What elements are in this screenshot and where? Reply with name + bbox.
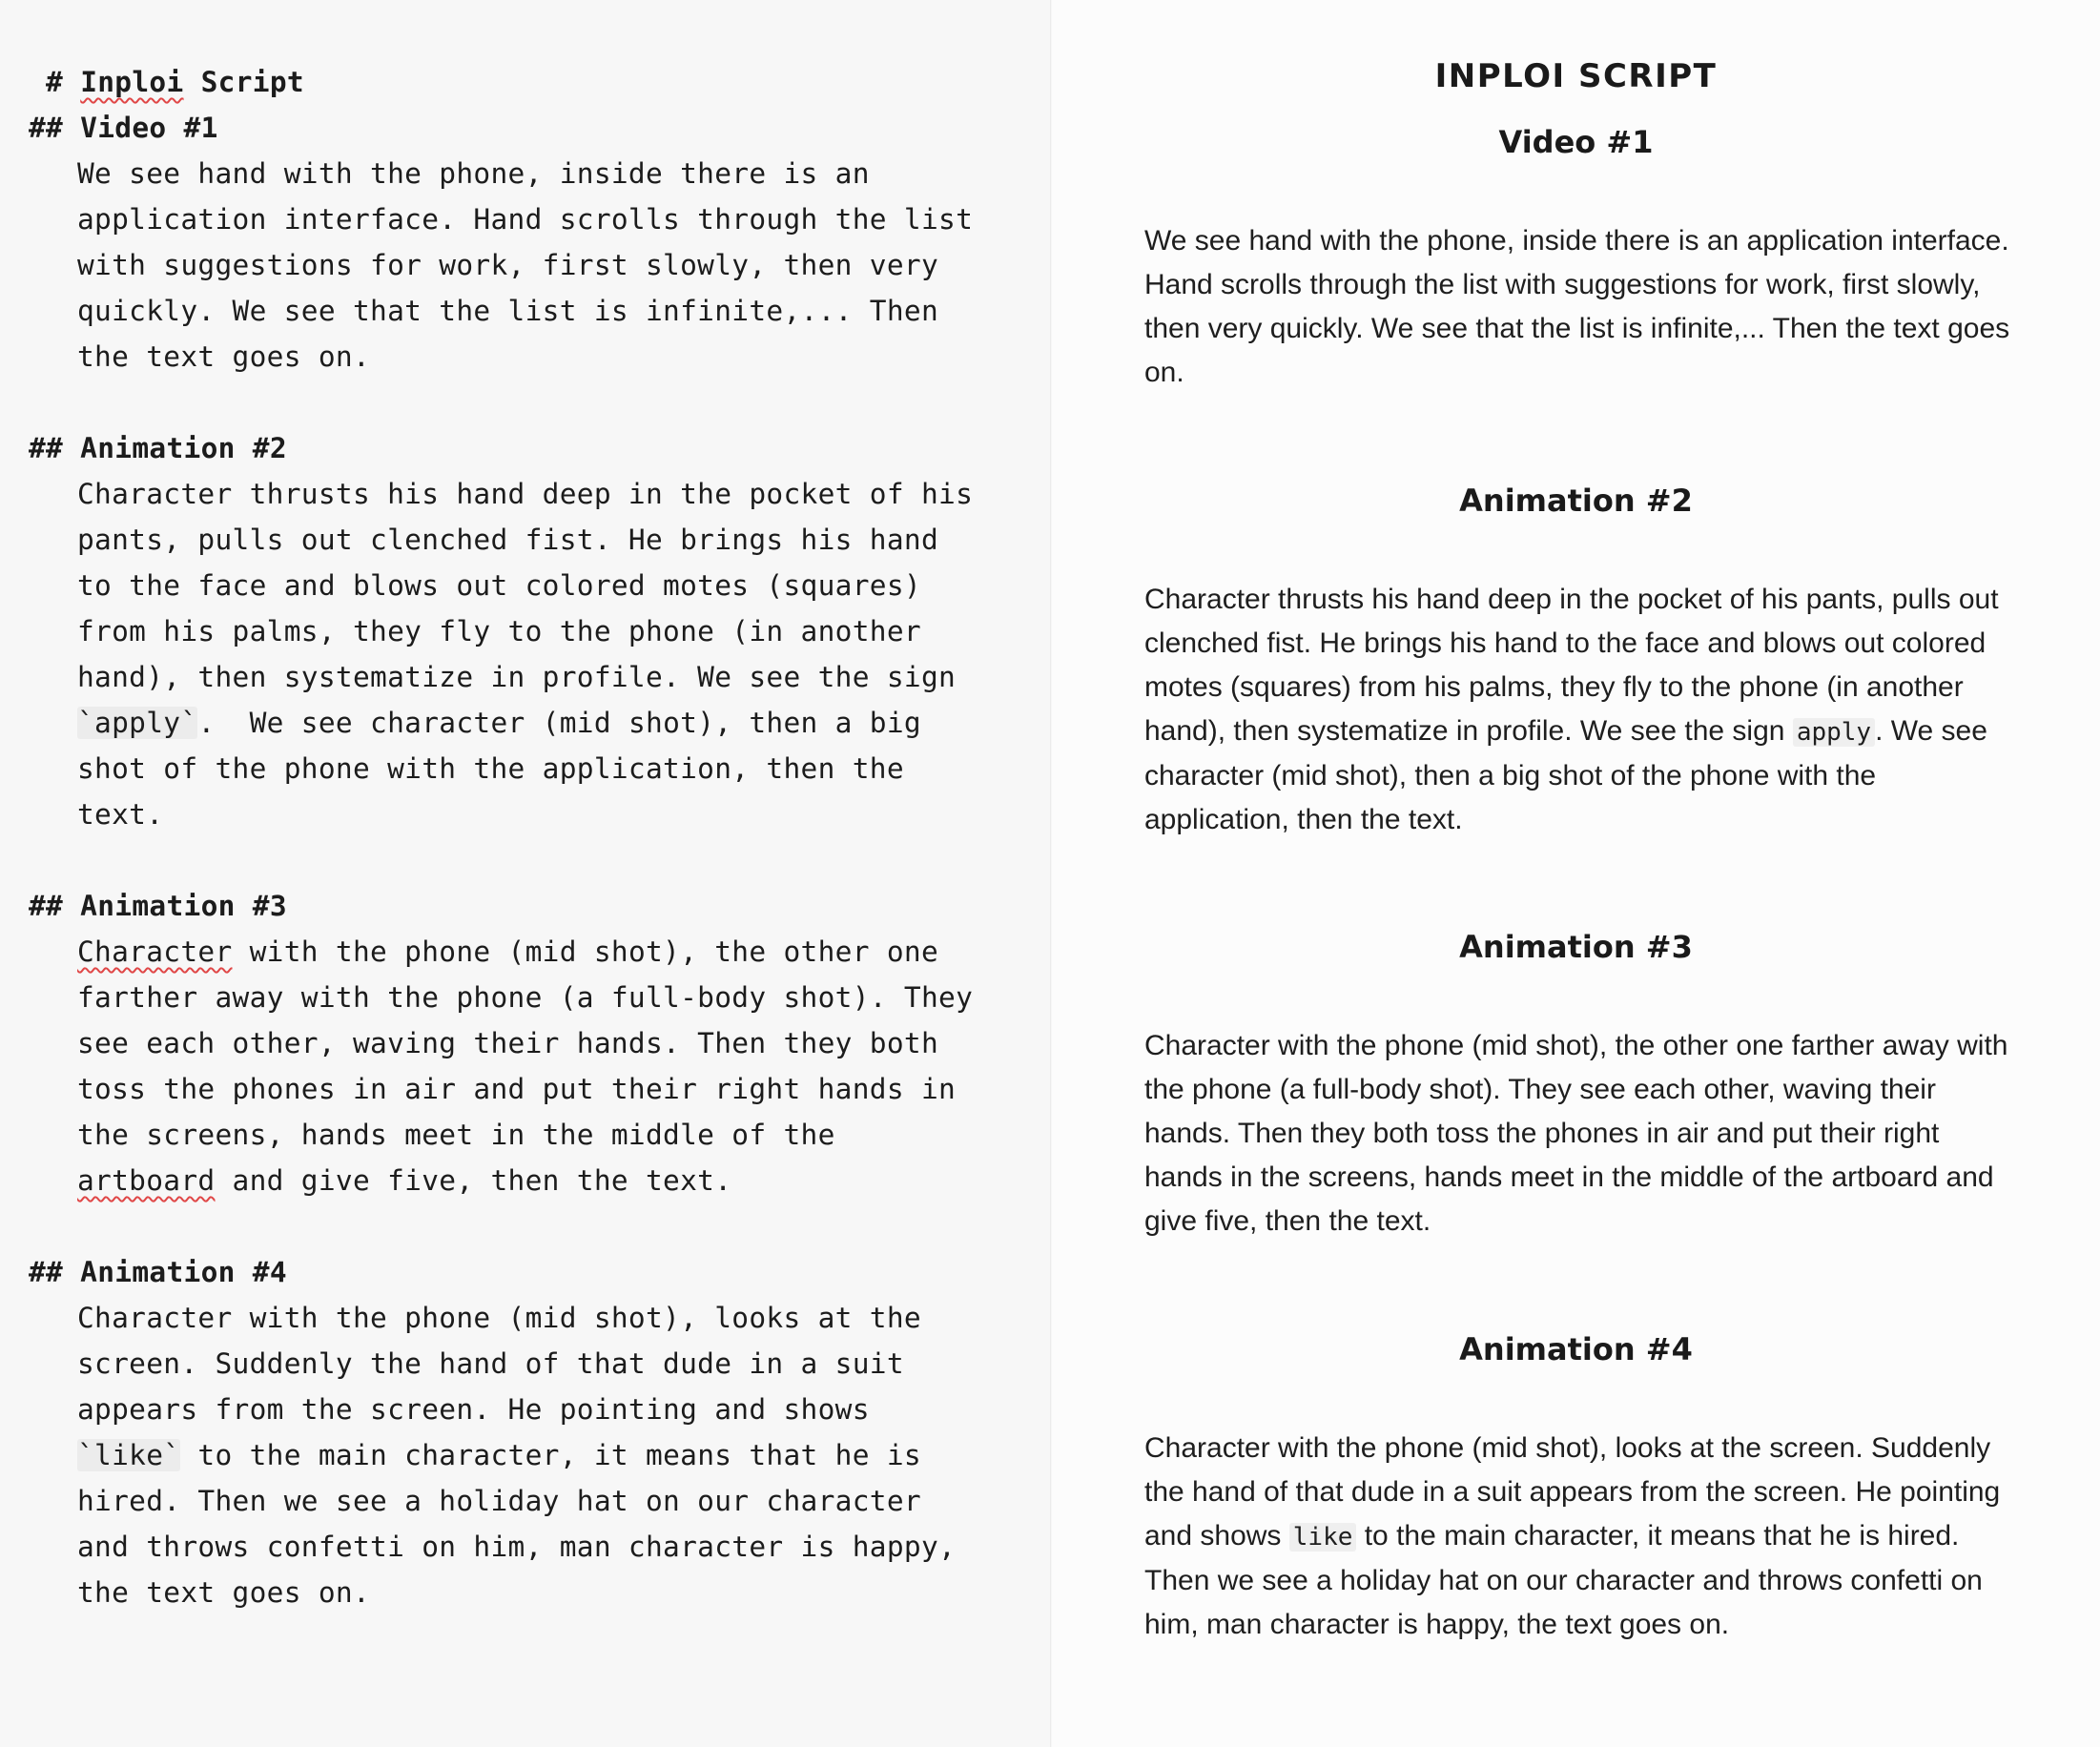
source-line: quickly. We see that the list is infinite,... Then xyxy=(77,295,939,327)
source-line: farther away with the phone (a full-body shot). They xyxy=(77,981,974,1014)
source-line: with suggestions for work, first slowly, then very xyxy=(77,249,939,281)
source-title-prefix: # xyxy=(29,66,81,98)
source-line: Character thrusts his hand deep in the pocket of his xyxy=(77,478,974,510)
source-line: We see hand with the phone, inside there is an xyxy=(77,157,870,190)
source-line: to the face and blows out colored motes (squares) xyxy=(77,569,921,602)
inline-code-source: `apply` xyxy=(77,707,198,739)
preview-paragraph-video1: We see hand with the phone, inside there is an application interface. Hand scrolls through the list with suggestions for work, first slowly, then very quickly. We see that the list is infinite,... Then the text goes on. xyxy=(1144,225,2010,388)
source-line: from his palms, they fly to the phone (in another xyxy=(77,615,921,647)
preview-heading-video1: Video #1 xyxy=(1498,124,1654,160)
preview-text: Character with the phone (mid shot), looks at the screen. Suddenly the hand of that dude in a suit appears from the screen. He pointing and shows xyxy=(1144,1432,2001,1552)
source-line-text: with the phone (mid shot), the other one xyxy=(232,935,939,968)
source-line: toss the phones in air and put their right hands in xyxy=(77,1073,957,1105)
source-line: hand), then systematize in profile. We see the sign xyxy=(77,661,957,693)
preview-text: Character thrusts his hand deep in the pocket of his pants, pulls out clenched fist. He brings his hand to the face and blows out colored motes (squares) from his palms, they fly to the phone (in another hand), then systematize in profile. We see the sign xyxy=(1144,584,1999,747)
source-line: hired. Then we see a holiday hat on our character xyxy=(77,1485,921,1517)
source-line: Character with the phone (mid shot), looks at the xyxy=(77,1302,921,1334)
source-line: pants, pulls out clenched fist. He brings his hand xyxy=(77,524,939,556)
preview-heading-anim4: Animation #4 xyxy=(1459,1331,1693,1367)
preview-title: INPLOI SCRIPT xyxy=(1434,57,1718,95)
preview-heading-anim2: Animation #2 xyxy=(1459,483,1693,519)
source-paragraph-anim2 xyxy=(77,471,1031,837)
inline-code: apply xyxy=(1793,718,1875,747)
source-line: and throws confetti on him, man character is happy, xyxy=(77,1531,957,1563)
source-line: see each other, waving their hands. Then they both xyxy=(77,1027,939,1059)
misspelled-word[interactable]: Inploi xyxy=(80,66,184,98)
source-heading-anim2: ## Animation #2 xyxy=(29,432,287,464)
preview-heading-anim3: Animation #3 xyxy=(1459,929,1693,965)
source-title-line xyxy=(29,59,304,105)
source-heading-anim4: ## Animation #4 xyxy=(29,1256,287,1288)
source-line-text: . We see character (mid shot), then a big xyxy=(197,707,921,739)
source-line-text: to the main character, it means that he is xyxy=(180,1439,921,1471)
source-line-text: and give five, then the text. xyxy=(215,1164,732,1197)
preview-paragraph-anim4 xyxy=(1144,1427,2022,1647)
source-line xyxy=(77,929,1031,975)
source-line xyxy=(77,1432,1031,1478)
source-line: application interface. Hand scrolls through the list xyxy=(77,203,974,236)
inline-code-source: `like` xyxy=(77,1439,181,1471)
markdown-preview-pane xyxy=(1052,0,2100,1747)
source-heading-anim3: ## Animation #3 xyxy=(29,890,287,922)
source-line: the text goes on. xyxy=(77,1576,371,1609)
preview-paragraph-anim2 xyxy=(1144,578,2022,842)
source-line: the text goes on. xyxy=(77,340,371,373)
source-line: the screens, hands meet in the middle of the xyxy=(77,1119,835,1151)
preview-paragraph-anim3: Character with the phone (mid shot), the other one farther away with the phone (a full-body shot). They see each other, waving their hands. Then they both toss the phones in air and put their right hands in the screens, hands meet in the middle of the artboard and give five, then the text. xyxy=(1144,1030,2008,1237)
source-paragraph-video1 xyxy=(77,151,1031,380)
source-paragraph-anim4 xyxy=(77,1295,1031,1615)
misspelled-word[interactable]: artboard xyxy=(77,1164,216,1197)
source-line xyxy=(77,1158,1031,1203)
source-paragraph-anim3 xyxy=(77,929,1031,1203)
misspelled-word[interactable]: Character xyxy=(77,935,233,968)
source-line xyxy=(77,700,1031,746)
source-line: shot of the phone with the application, then the xyxy=(77,752,904,785)
preview-text: to the main character, it means that he is hired. Then we see a holiday hat on our character and throws confetti on him, man character is happy, the text goes on. xyxy=(1144,1520,1983,1640)
source-title-rest: Script xyxy=(183,66,304,98)
preview-text: . We see character (mid shot), then a big shot of the phone with the application, then the text. xyxy=(1144,715,1987,835)
source-line: screen. Suddenly the hand of that dude in a suit xyxy=(77,1347,904,1380)
source-heading-video1: ## Video #1 xyxy=(29,112,218,144)
source-line: appears from the screen. He pointing and shows xyxy=(77,1393,870,1426)
inline-code: like xyxy=(1289,1523,1357,1552)
source-line: text. xyxy=(77,798,164,831)
